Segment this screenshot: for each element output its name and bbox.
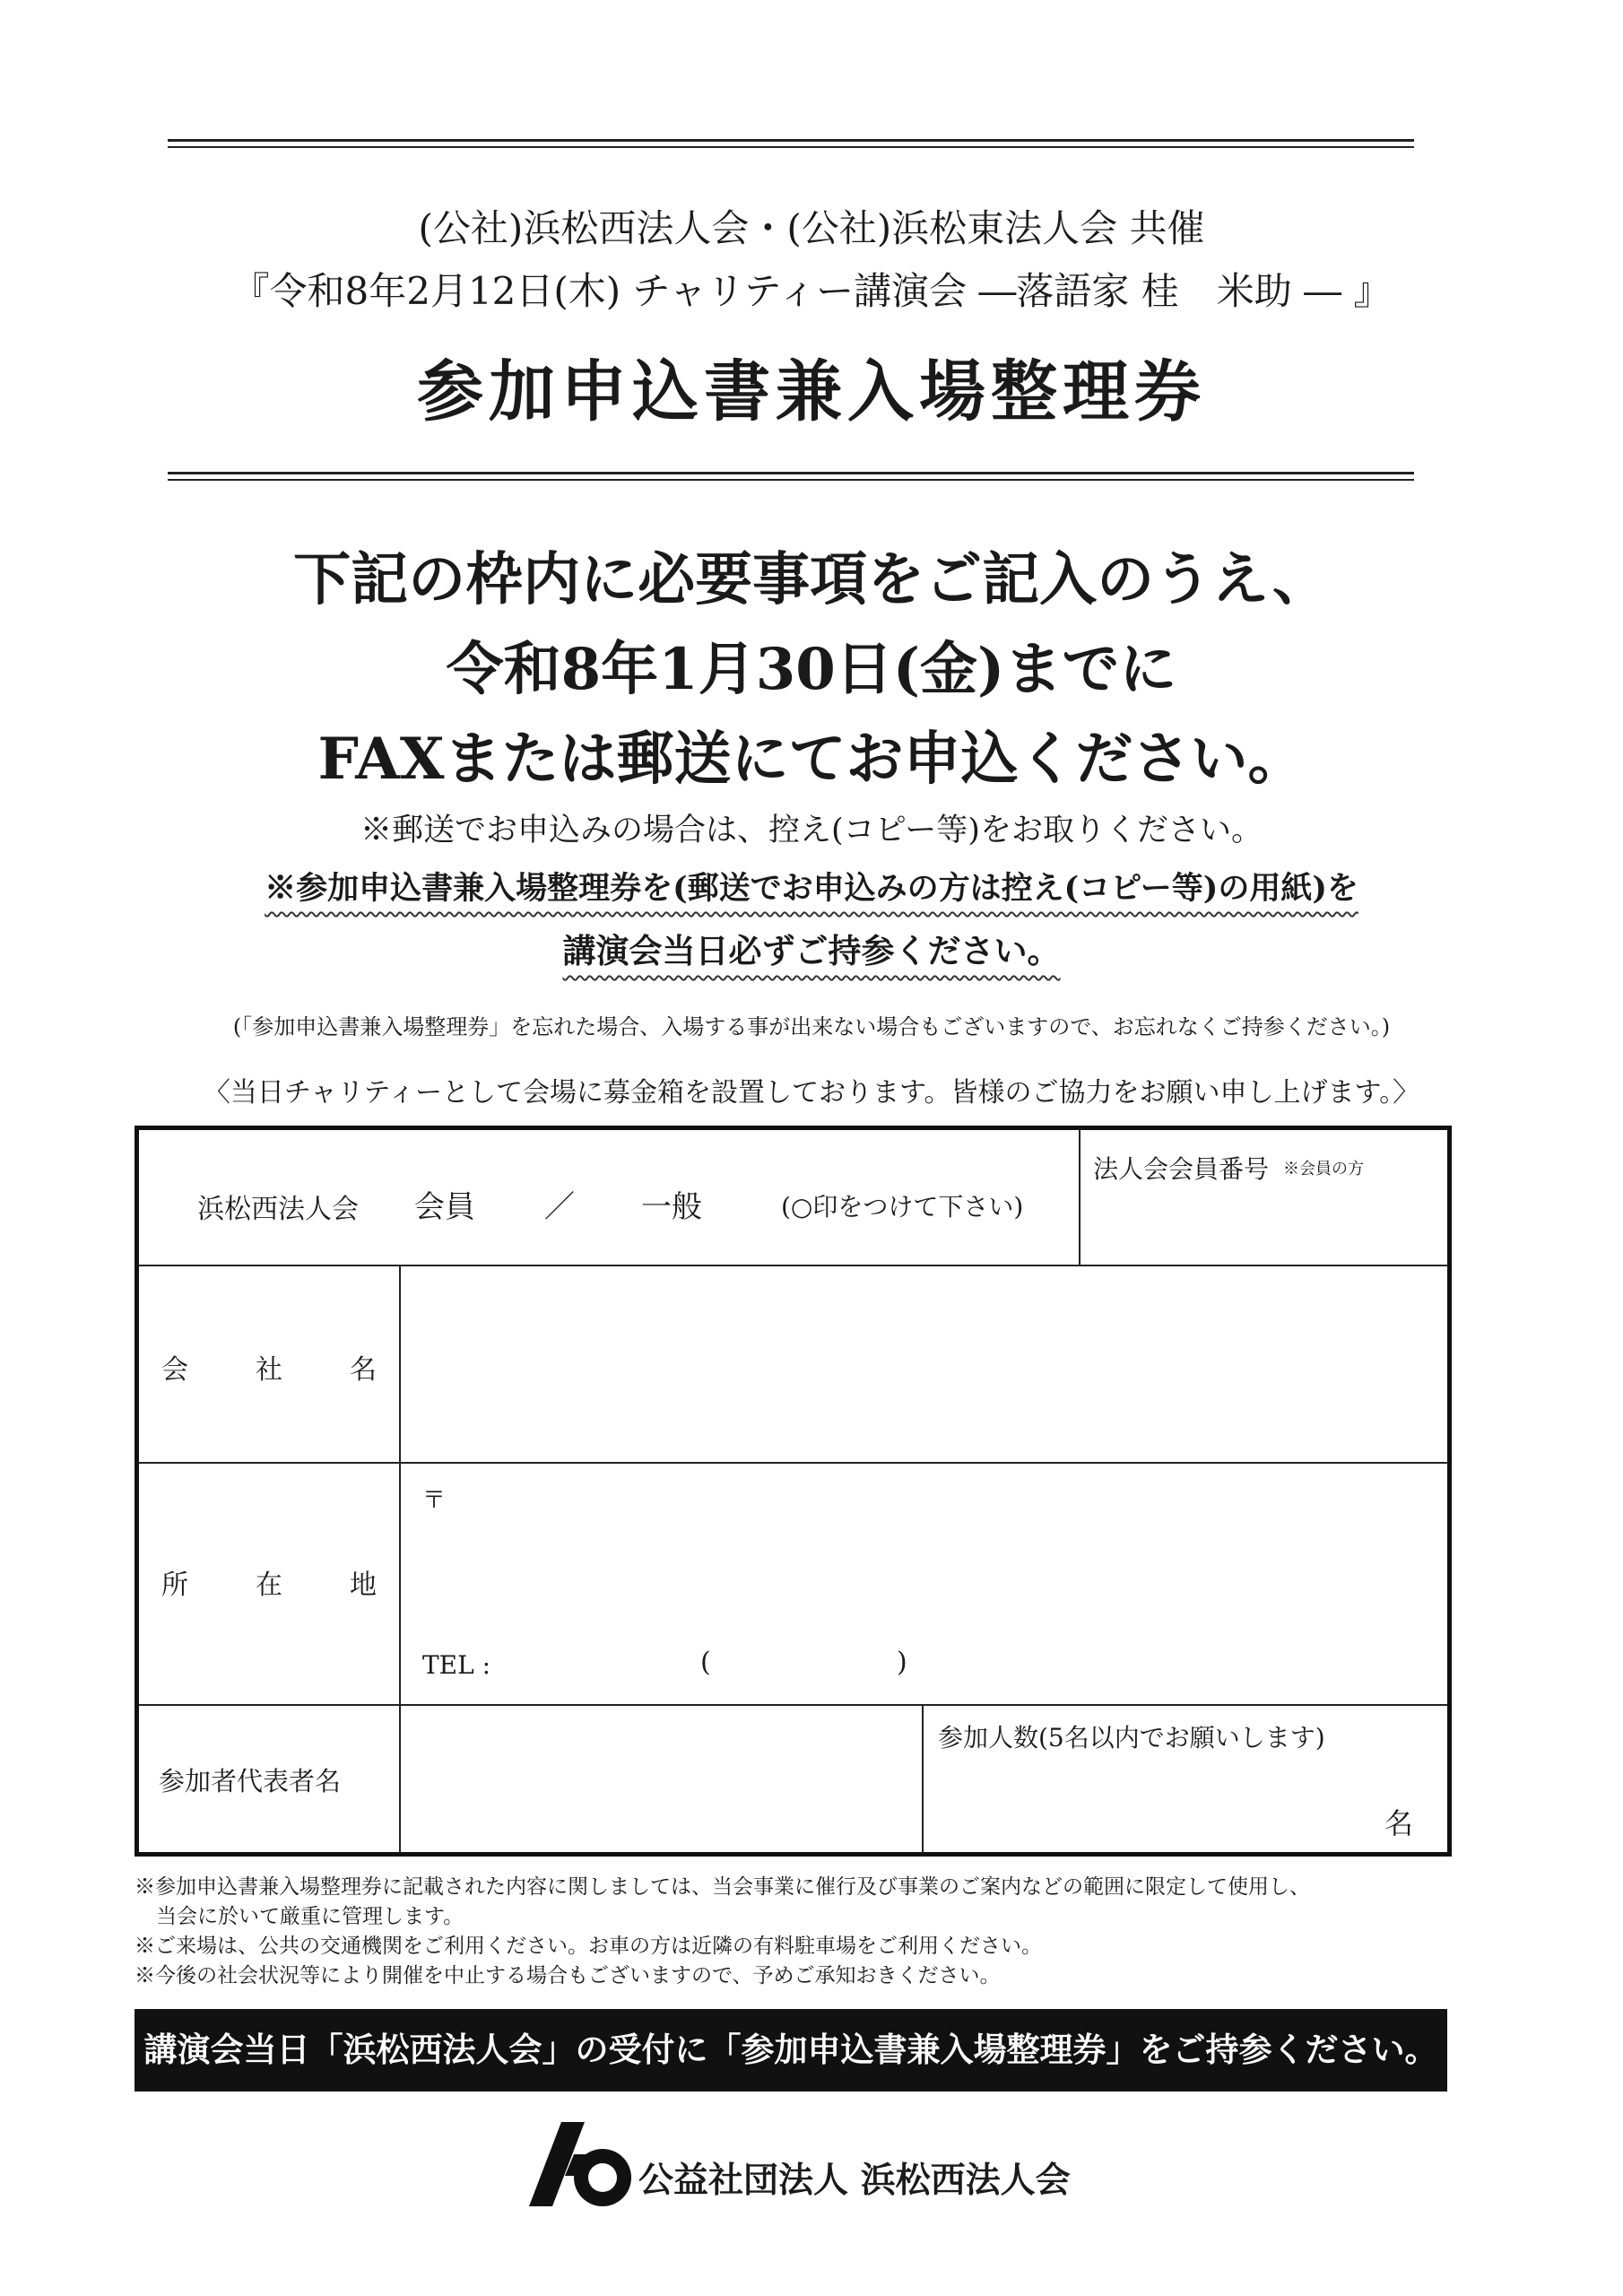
membership-cell [139, 1130, 1081, 1266]
footnotes [135, 1873, 1310, 1991]
mid-rule [168, 472, 1414, 474]
representative-label: 参加者代表者名 [159, 1766, 342, 1796]
company-label-cell [139, 1265, 401, 1464]
cancellation-note: ※今後の社会状況等により開催を中止する場合もございますので、予めご承知おきください。 [135, 1964, 1001, 1987]
organizers: (公社)浜松西法人会・(公社)浜松東法人会 共催 [418, 206, 1205, 250]
address-field[interactable] [399, 1462, 1447, 1706]
tel-paren-open: ( [700, 1647, 711, 1678]
company-name-field[interactable] [399, 1265, 1447, 1464]
member-number-note: ※会員の方 [1283, 1160, 1364, 1178]
top-rule [168, 139, 1414, 142]
tel-label: TEL : [422, 1650, 491, 1680]
member-number-label: 法人会会員番号 [1093, 1154, 1270, 1184]
logo-icon [529, 2122, 644, 2206]
representative-name-field[interactable] [399, 1704, 924, 1852]
attendees-label: 参加人数(5名以内でお願いします) [938, 1723, 1325, 1752]
organization-name: 公益社団法人 浜松西法人会 [638, 2161, 1071, 2201]
application-form [135, 1126, 1452, 1857]
postal-mark: 〒 [422, 1487, 447, 1514]
transport-note: ※ご来場は、公共の交通機関をご利用ください。お車の方は近隣の有料駐車場をご利用ください。 [135, 1935, 1042, 1958]
bring-form-note-2: 講演会当日必ずご持参ください。 [562, 931, 1061, 970]
form-title: 参加申込書兼入場整理券 [417, 353, 1206, 430]
address-label-cell [139, 1462, 401, 1706]
instruction-line-1: 下記の枠内に必要事項をご記入のうえ、 [293, 546, 1330, 613]
mid-rule-thin [168, 479, 1414, 481]
charity-note: 〈当日チャリティーとして会場に募金箱を設置しております。皆様のご協力をお願い申し上げます。〉 [203, 1077, 1420, 1109]
instruction-line-3: FAXまたは郵送にてお申込ください。 [317, 726, 1306, 793]
instruction-line-2: 令和8年1月30日(金)までに [446, 636, 1177, 703]
bring-form-note: ※参加申込書兼入場整理券を(郵送でお申込みの方は控え(コピー等)の用紙)を [265, 870, 1358, 907]
tel-paren-close: ) [897, 1647, 907, 1678]
circle-note: (○印をつけて下さい) [781, 1192, 1024, 1222]
top-rule-thin [168, 146, 1414, 148]
event-line: 『令和8年2月12日(木) チャリティー講演会 ―落語家 桂 米助 ― 』 [231, 269, 1392, 313]
org-label: 浜松西法人会 [197, 1194, 359, 1225]
attendees-unit: 名 [1384, 1806, 1414, 1840]
mail-copy-note: ※郵送でお申込みの場合は、控え(コピー等)をお取りください。 [360, 813, 1263, 848]
address-label: 所 在 地 [161, 1570, 377, 1601]
member-number-field[interactable] [1079, 1130, 1447, 1266]
company-label: 会 社 名 [161, 1354, 377, 1386]
general-option[interactable]: 一般 [641, 1189, 702, 1225]
forget-warning: (「参加申込書兼入場整理券」を忘れた場合、入場する事が出来ない場合もございますので、お忘れなくご持参ください。) [232, 1014, 1391, 1039]
option-slash: ／ [544, 1189, 575, 1225]
attendees-field[interactable] [922, 1704, 1447, 1852]
hamamatsu-nishi-logo [529, 2122, 644, 2206]
privacy-note: ※参加申込書兼入場整理券に記載された内容に関しましては、当会事業に催行及び事業のご案内などの範囲に限定して使用し、 [135, 1875, 1310, 1899]
member-option[interactable]: 会員 [414, 1189, 475, 1225]
privacy-note-2: 当会に於いて厳重に管理します。 [156, 1905, 464, 1928]
representative-label-cell [139, 1704, 401, 1852]
reminder-banner: 講演会当日「浜松西法人会」の受付に「参加申込書兼入場整理券」をご持参ください。 [135, 2009, 1447, 2092]
